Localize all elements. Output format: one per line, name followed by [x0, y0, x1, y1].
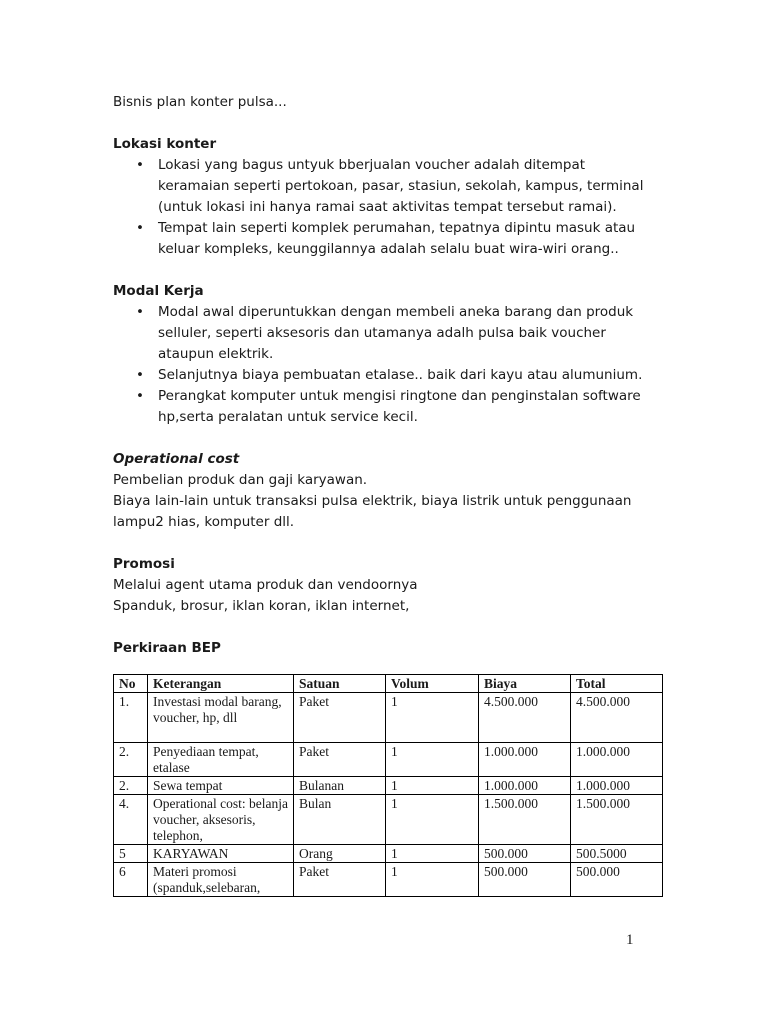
table-row [114, 743, 663, 777]
table-row [114, 863, 663, 897]
cell-satuan: Bulan [294, 795, 386, 845]
list-item: • Modal awal diperuntukkan dengan membeli aneka barang dan produk selluler, seperti aksesoris dan utamanya adalh pulsa baik voucher ataupun elektrik. [136, 304, 634, 362]
operational-line: Pembelian produk dan gaji karyawan. [113, 472, 368, 488]
cell-total: 500.000 [571, 863, 663, 897]
column-header-keterangan: Keterangan [148, 675, 294, 693]
table-row [114, 777, 663, 795]
document-title: Bisnis plan konter pulsa... [113, 94, 287, 110]
bullet-icon: • [136, 367, 144, 383]
bullet-icon: • [136, 220, 144, 236]
cell-total: 4.500.000 [571, 693, 663, 743]
table-row [114, 795, 663, 845]
list-item: • Lokasi yang bagus untyuk bberjualan voucher adalah ditempat keramaian seperti pertokoan, pasar, stasiun, sekolah, kampus, terminal (untuk lokasi ini hanya ramai saat aktivitas tempat tersebut ramai). [136, 157, 644, 215]
cell-volum: 1 [386, 777, 479, 795]
cell-volum: 1 [386, 863, 479, 897]
column-header-no: No [114, 675, 148, 693]
heading-operational: Operational cost [113, 451, 240, 467]
cell-no: 5 [114, 845, 148, 863]
cell-no: 2. [114, 777, 148, 795]
bullet-icon: • [136, 304, 144, 320]
cell-total: 1.000.000 [571, 743, 663, 777]
cell-no: 2. [114, 743, 148, 777]
promosi-line: Spanduk, brosur, iklan koran, iklan internet, [113, 598, 410, 614]
bullet-icon: • [136, 388, 144, 404]
heading-modal: Modal Kerja [113, 283, 204, 299]
cell-biaya: 500.000 [479, 845, 571, 863]
cell-no: 4. [114, 795, 148, 845]
cell-keterangan: Investasi modal barang, voucher, hp, dll [148, 693, 294, 743]
cell-keterangan: Operational cost: belanja voucher, aksesoris, telephon, [148, 795, 294, 845]
lokasi-list [113, 155, 643, 260]
list-item: • Selanjutnya biaya pembuatan etalase.. baik dari kayu atau alumunium. [113, 365, 642, 386]
page-number: 1 [626, 932, 634, 948]
cell-volum: 1 [386, 743, 479, 777]
cell-volum: 1 [386, 795, 479, 845]
cell-keterangan: Sewa tempat [148, 777, 294, 795]
operational-line: Biaya lain-lain untuk transaksi pulsa elektrik, biaya listrik untuk penggunaan [113, 493, 632, 509]
cell-biaya: 1.500.000 [479, 795, 571, 845]
cell-keterangan: KARYAWAN [148, 845, 294, 863]
cell-satuan: Bulanan [294, 777, 386, 795]
cell-biaya: 4.500.000 [479, 693, 571, 743]
cell-biaya: 1.000.000 [479, 777, 571, 795]
cell-biaya: 500.000 [479, 863, 571, 897]
operational-line: lampu2 hias, komputer dll. [113, 514, 295, 530]
list-item: • Perangkat komputer untuk mengisi ringtone dan penginstalan software hp,serta peralatan untuk service kecil. [136, 388, 641, 425]
table-row [114, 693, 663, 743]
bullet-icon: • [136, 157, 144, 173]
cell-satuan: Paket [294, 863, 386, 897]
table-header-row [114, 675, 663, 693]
modal-list [113, 302, 642, 428]
heading-lokasi: Lokasi konter [113, 136, 217, 152]
column-header-biaya: Biaya [479, 675, 571, 693]
cell-total: 1.000.000 [571, 777, 663, 795]
list-item: • Tempat lain seperti komplek perumahan, tepatnya dipintu masuk atau keluar kompleks, keunggilannya adalah selalu buat wira-wiri orang.. [136, 220, 636, 257]
cell-volum: 1 [386, 693, 479, 743]
cell-total: 1.500.000 [571, 795, 663, 845]
cell-total: 500.5000 [571, 845, 663, 863]
cell-satuan: Paket [294, 743, 386, 777]
cell-volum: 1 [386, 845, 479, 863]
cell-no: 1. [114, 693, 148, 743]
heading-promosi: Promosi [113, 556, 175, 572]
cell-biaya: 1.000.000 [479, 743, 571, 777]
column-header-satuan: Satuan [294, 675, 386, 693]
column-header-volum: Volum [386, 675, 479, 693]
promosi-line: Melalui agent utama produk dan vendoornya [113, 577, 418, 593]
cell-keterangan: Penyediaan tempat, etalase [148, 743, 294, 777]
column-header-total: Total [571, 675, 663, 693]
heading-bep: Perkiraan BEP [113, 640, 221, 656]
bep-table [113, 674, 663, 897]
cell-no: 6 [114, 863, 148, 897]
cell-keterangan: Materi promosi (spanduk,selebaran, [148, 863, 294, 897]
cell-satuan: Orang [294, 845, 386, 863]
table-row [114, 845, 663, 863]
cell-satuan: Paket [294, 693, 386, 743]
